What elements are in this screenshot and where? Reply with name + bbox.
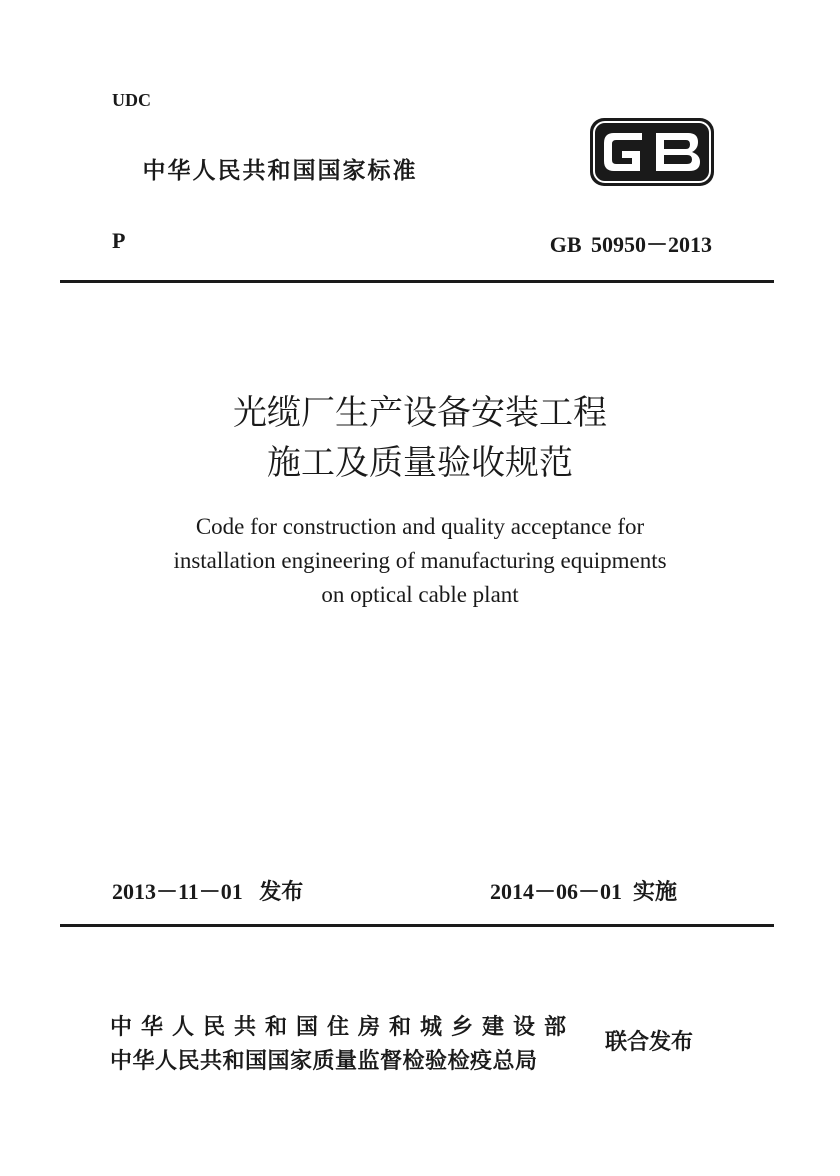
implementation-date: 2014－06－01 实施	[490, 879, 678, 904]
issue-date: 2013－11－01 发布	[112, 879, 304, 904]
standard-type: 中华人民共和国国家标准	[142, 158, 418, 184]
udc-label: UDC	[112, 90, 151, 110]
title-en-line1: Code for construction and quality acceptance for	[195, 514, 645, 539]
bottom-divider	[60, 924, 774, 927]
title-cn-line1: 光缆厂生产设备安装工程	[233, 395, 607, 432]
title-en-line3: on optical cable plant	[321, 582, 519, 607]
classification-code: P	[112, 228, 126, 253]
top-divider	[60, 280, 774, 283]
standard-number: GB 50950－2013	[549, 232, 712, 257]
issuer-aqsiq: 中华人民共和国国家质量监督检验检疫总局	[110, 1049, 538, 1074]
joint-issue-label: 联合发布	[605, 1030, 694, 1055]
title-en-line2: installation engineering of manufacturing equipments	[173, 548, 667, 573]
issuer-ministry: 中华人民共和国住房和城乡建设部	[110, 1015, 576, 1040]
gb-logo-icon	[590, 118, 714, 186]
title-cn-line2: 施工及质量验收规范	[267, 445, 573, 482]
